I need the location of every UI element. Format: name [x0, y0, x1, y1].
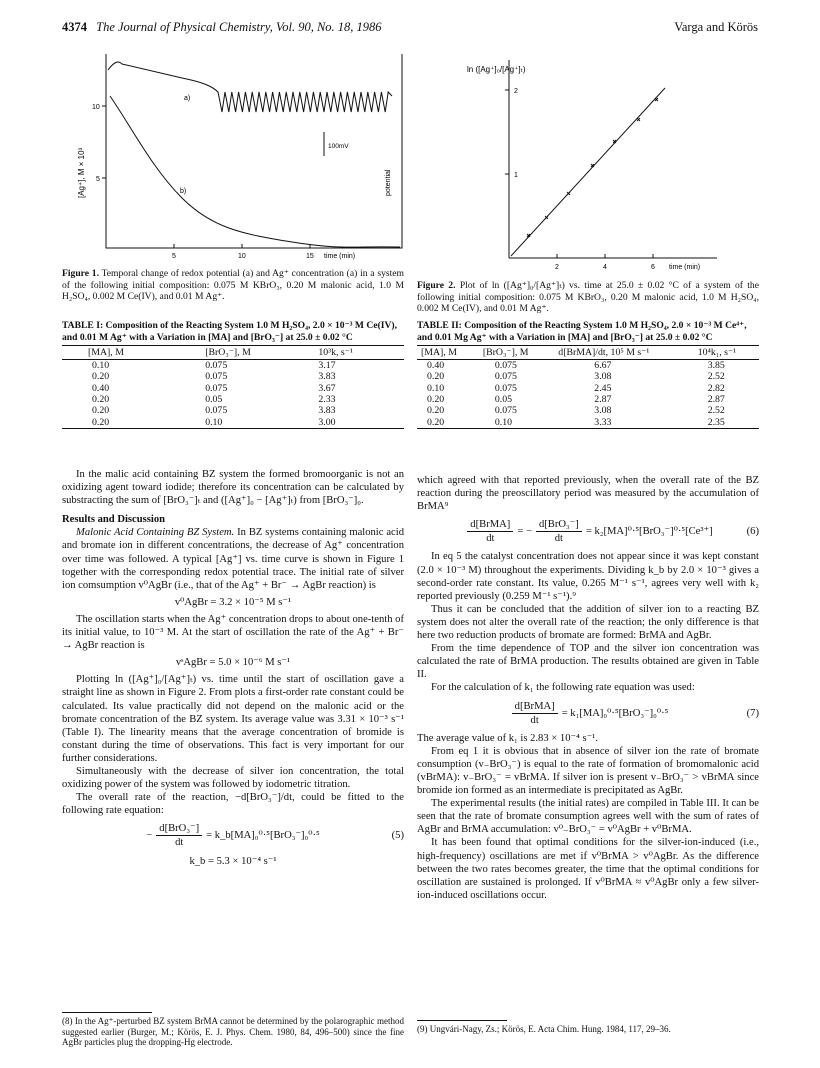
right-paragraph-8: The experimental results (the initial rates) are compiled in Table III. It can be seen that the rate of bromate consumption agrees well with the sum of rates of AgBr and BrMA accumulation: v⁰₋BrO₃⁻ = v⁰AgBr + v⁰BrMA. [417, 798, 759, 836]
table-row: 0.10 0.075 3.17 [92, 360, 336, 372]
table-row: 0.20 0.10 3.00 [62, 417, 404, 429]
figure-2-point [567, 192, 570, 195]
table-1-header-row [62, 346, 404, 360]
left-paragraph-2: In BZ systems containing malonic acid and bromate ion in different concentrations, the decrease of Ag⁺ concentration over time was followed. A typical [Ag⁺] vs. time curve is shown in Figure 1 together with the corresponding redox potential trace. The initial rate of silver ion comsumption v⁰AgBr (i.e., that of the Ag⁺ + Br⁻ → AgBr reaction) is [62, 527, 404, 591]
table-row: 0.40 0.075 6.67 3.85 [427, 360, 725, 372]
right-column-text [417, 474, 759, 902]
eq7-number: (7) [746, 707, 759, 719]
table-2-block [417, 320, 759, 429]
footnote-rule [417, 1020, 507, 1021]
figure-2-xtick-4: 4 [603, 264, 607, 271]
figure-1-xtick-15: 15 [306, 253, 314, 260]
figure-1-y-axis-label: [Ag⁺], M × 10³ [77, 147, 86, 198]
table-row: 0.20 0.05 2.33 [92, 394, 336, 406]
left-paragraph-4: Plotting ln ([Ag⁺]₀/[Ag⁺]ₜ) vs. time until the start of oscillation gave a straight line as shown in Figure 2. From plots a first-order rate constant could be calculated. Its value practically did not depend on the malonic acid or the bromate concentration of the BZ system. Its average value was 3.31 × 10⁻³ s⁻¹ (Table I). The linearity means that the average concentration of bromide is constant during the time of observations. This fact is very important for our further considerations. [62, 674, 404, 764]
running-header-authors: Varga and Körös [674, 20, 758, 34]
table-row: 0.10 0.075 2.45 2.82 [427, 382, 725, 394]
table-1-col-bro3: [BrO₃⁻], M [201, 346, 314, 360]
figure-2-xtick-2: 2 [555, 264, 559, 271]
figure-1-xtick-5: 5 [172, 253, 176, 260]
table-row: 0.20 0.05 2.87 2.87 [427, 394, 725, 406]
figure-2-caption-text: Plot of ln ([Ag⁺]₀/[Ag⁺]ₜ) vs. time at 25.0 ± 0.02 °C of a system of the following initial composition: 0.075 M KBrO₃, 0.20 M malonic acid, 1.0 M H₂SO₄, 0.002 M Ce(IV), and 0.01 M Ag⁺. [417, 280, 759, 315]
right-paragraph-6: The average value of k₁ is 2.83 × 10⁻⁴ s⁻¹. [417, 732, 598, 744]
eq6-numerator-2: d[BrO₃⁻] [536, 518, 582, 532]
footnote-9 [417, 1020, 759, 1035]
figure-1-potential-label: potential [385, 169, 392, 196]
figure-2-y-axis-label: ln ([Ag⁺]₀/[Ag⁺]ₜ) [467, 65, 526, 74]
figure-1-frame [106, 54, 402, 248]
figure-1-curve-b-label: b) [180, 188, 187, 195]
footnote-9-text: (9) Ungvári-Nagy, Zs.; Körös, E. Acta Chim. Hung. 1984, 117, 29–36. [417, 1024, 671, 1034]
journal-title: The Journal of Physical Chemistry, Vol. 90, No. 18, 1986 [96, 20, 382, 34]
right-paragraph-5: For the calculation of k₁ the following rate equation was used: [431, 682, 695, 694]
figure-1-ytick-label-5: 5 [96, 176, 100, 183]
eq6-rhs: = k₂[MA]⁰·⁵[BrO₃⁻]⁰·⁵[Ce³⁺] [585, 526, 713, 538]
figure-2-point [545, 216, 548, 219]
equation-6: $\frac{\text{d[BrMA]}}{dt}$ = − $\frac{\text{d[BrO₃⁻]}}{dt}$ = k₂[MA]⁰·⁵[BrO₃⁻]⁰·⁵[Ce³⁺] (6) [417, 518, 759, 545]
figure-1-curve-b [110, 96, 400, 247]
eq5-numerator: d[BrO₃⁻] [156, 822, 202, 836]
left-paragraph-5: Simultaneously with the decrease of silver ion concentration, the total oxidizing power of the system was followed by iodometric titration. [62, 765, 404, 791]
figure-1-caption [62, 268, 404, 303]
figure-1-xtick-10: 10 [238, 253, 246, 260]
left-column-text [62, 468, 404, 872]
right-paragraph-1: which agreed with that reported previously, when the overall rate of the BZ reaction during the preoscillatory period was measured by the accumulation of BrMA⁹ [417, 475, 759, 513]
figure-1-x-axis-label: time (min) [324, 253, 356, 260]
figure-1 [62, 48, 404, 264]
eq5-denominator: dt [175, 837, 184, 849]
table-2-col-ma: [MA], M [417, 346, 479, 360]
left-paragraph-6: The overall rate of the reaction, −d[BrO₃⁻]/dt, could be fitted to the following rate equation: [62, 792, 404, 817]
page-number: 4374 [62, 20, 87, 34]
table-row: 0.20 0.075 3.83 [92, 405, 336, 417]
eq7-denominator: dt [530, 714, 539, 726]
eq7-numerator: d[BrMA] [512, 700, 558, 714]
right-paragraph-3: Thus it can be concluded that the addition of silver ion to a reacting BZ system does not alter the overall rate of the reaction; the only difference is that here two reduction products of bromate are formed: BrMA and AgBr. [417, 603, 759, 642]
figure-1-scale-bar-label: 100mV [328, 143, 349, 150]
figure-2-ytick-1: 1 [514, 172, 518, 179]
figure-1-curve-a-label: a) [184, 95, 191, 102]
table-1-col-ma: [MA], M [62, 346, 201, 360]
right-paragraph-9: It has been found that optimal conditions for the silver-ion-induced (i.e., high-frequency) oscillations are met if v⁰BrMA > v⁰AgBr. As the difference between the two rates becomes greater, the time that the optimal conditions for oscillation are sustained is prolonged. If v⁰BrMA ≈ v⁰AgBr only a few silver-ion-induced oscillations occur. [417, 837, 759, 901]
figure-2-caption-label: Figure 2. [417, 280, 456, 291]
figure-1-curve-a [108, 62, 392, 112]
footnote-rule [62, 1012, 152, 1013]
table-2-header-row [417, 346, 759, 360]
figure-2-plot [417, 48, 759, 278]
footnote-8-text: (8) In the Ag⁺-perturbed BZ system BrMA cannot be determined by the polarographic method suggested earlier (Burger, M.; Körös, E. J. Phys. Chem. 1980, 84, 496–500) since the fine AgBr particles plug the dropping-Hg electrode. [62, 1016, 404, 1048]
eq5-rhs: = k_b[MA]₀⁰·⁵[BrO₃⁻]₀⁰·⁵ [206, 830, 320, 842]
figure-1-ytick-label-10: 10 [92, 104, 100, 111]
figure-2-fit-line [511, 88, 665, 256]
figure-1-caption-text: Temporal change of redox potential (a) and Ag⁺ concentration (a) in a system of the following initial composition: 0.075 M KBrO₃, 0.20 M malonic acid, 1.0 M H₂SO₄, 0.002 M Ce(IV), and 0.01 M Ag⁺. [62, 268, 404, 303]
right-paragraph-7: From eq 1 it is obvious that in absence of silver ion the rate of bromate consumption (v₋BrO₃⁻) is equal to the rate of formation of bromomalonic acid (vBrMA): v₋BrO₃⁻ = vBrMA. If silver ion is present v₋BrO₃⁻ > vBrMA since bromide ion formed as an intermediate is precipitated as AgBr. [417, 745, 759, 797]
table-2-caption: TABLE II: Composition of the Reacting System 1.0 M H₂SO₄, 2.0 × 10⁻³ M Ce⁴⁺, and 0.01 Mg Ag⁺ with a Variation in [MA] and [BrO₃⁻] at 25.0 ± 0.02 °C [417, 320, 747, 343]
table-row: 0.20 0.075 3.83 [92, 371, 336, 383]
figure-1-caption-label: Figure 1. [62, 268, 99, 279]
table-2-col-k1: 10⁴k₁, s⁻¹ [694, 346, 759, 360]
table-1-block [62, 320, 404, 429]
table-2 [417, 345, 759, 429]
figure-2-xtick-6: 6 [651, 264, 655, 271]
figure-2-caption [417, 280, 759, 315]
left-paragraph-3: The oscillation starts when the Ag⁺ concentration drops to about one-tenth of its initial value, to 10⁻³ M. At the start of oscillation the rate of the Ag⁺ + Br⁻ → AgBr reaction is [62, 613, 404, 652]
eq7-rhs: = k₁[MA]₀⁰·⁵[BrO₃⁻]₀⁰·⁵ [561, 707, 669, 719]
table-row: 0.20 0.075 3.08 2.52 [427, 405, 725, 417]
table-1 [62, 345, 404, 429]
running-header-left [62, 20, 382, 35]
eq5-number: (5) [391, 830, 404, 842]
equation-5: − $\frac{\text{d[BrO₃⁻]}}{dt}$ = k_b[MA]₀⁰·⁵[BrO₃⁻]₀⁰·⁵ (5) [146, 823, 404, 849]
footnote-8 [62, 1012, 404, 1048]
table-row: 0.20 0.10 3.33 2.35 [417, 417, 759, 429]
table-1-caption: TABLE I: Composition of the Reacting System 1.0 M H₂SO₄, 2.0 × 10⁻³ M Ce(IV), and 0.01 M Ag⁺ with a Variation in [MA] and [BrO₃⁻] at 25.0 ± 0.02 °C [62, 320, 398, 343]
eq6-denominator-2: dt [554, 533, 563, 545]
table-row: 0.20 0.075 3.08 2.52 [427, 371, 725, 383]
figure-2-point [655, 98, 658, 101]
table-2-col-rate: d[BrMA]/dt, 10⁵ M s⁻¹ [554, 346, 693, 360]
equation-vs-agbr: vˢAgBr = 5.0 × 10⁻⁶ M s⁻¹ [175, 657, 291, 669]
figure-2-x-axis-label: time (min) [669, 264, 701, 271]
equation-v0-agbr: v⁰AgBr = 3.2 × 10⁻⁵ M s⁻¹ [174, 596, 292, 608]
table-2-col-bro3: [BrO₃⁻], M [479, 346, 554, 360]
right-paragraph-2: In eq 5 the catalyst concentration does not appear since it was kept constant (2.0 × 10⁻³ M) throughout the experiments. Dividing k_b by 2.0 × 10⁻³ gives a second-order rate constant. Its value, 0.265 M⁻¹ s⁻¹, agrees very well with k₂ reported previously (0.259 M⁻¹ s⁻¹).⁹ [417, 551, 759, 602]
left-paragraph-1: In the malic acid containing BZ system the formed bromoorganic is not an oxidizing agent toward iodide; therefore its concentration can be calculated by substracting the sum of [BrO₃⁻]ₜ and ([Ag⁺]₀ − [Ag⁺]ₜ) from [BrO₃⁻]₀. [62, 469, 404, 507]
figure-2-point [637, 118, 640, 121]
subsection-heading: Malonic Acid Containing BZ System. [76, 527, 235, 539]
eq6-number: (6) [746, 526, 759, 538]
eq6-denominator-1: dt [486, 533, 495, 545]
eq6-numerator-1: d[BrMA] [467, 518, 513, 532]
equation-kb: k_b = 5.3 × 10⁻⁴ s⁻¹ [189, 855, 277, 867]
table-1-col-k: 10³k, s⁻¹ [314, 346, 404, 360]
table-row: 0.40 0.075 3.67 [92, 382, 336, 394]
equation-7 [417, 700, 759, 727]
figure-1-plot [62, 48, 404, 264]
right-paragraph-4: From the time dependence of TOP and the silver ion concentration was calculated the rate of BrMA production. The results obtained are given in Table II. [417, 643, 759, 681]
section-heading-results: Results and Discussion [62, 514, 166, 526]
figure-2-ytick-2: 2 [514, 88, 518, 95]
figure-2 [417, 48, 759, 278]
